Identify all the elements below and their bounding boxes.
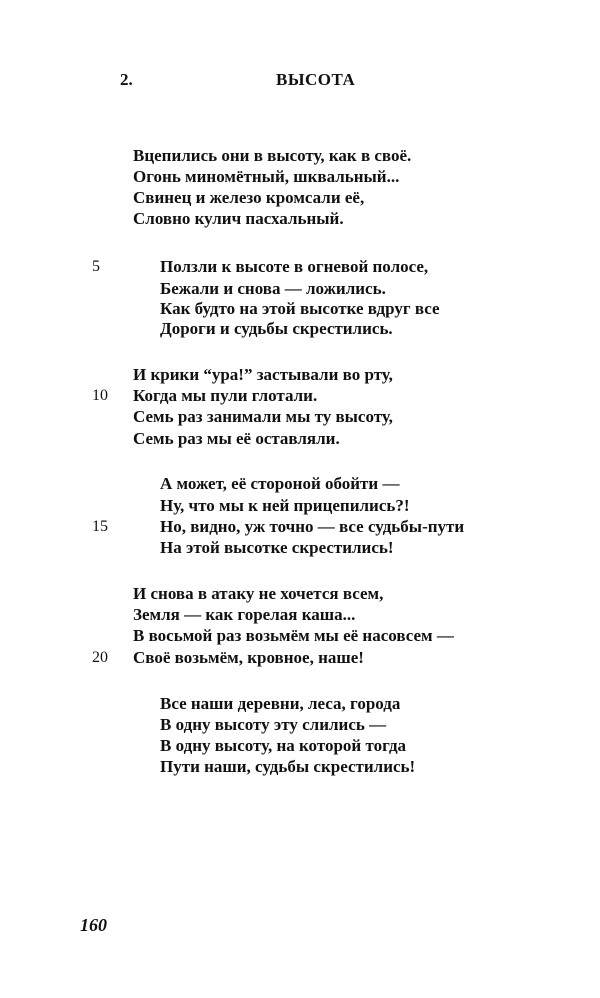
poem-line: В восьмой раз возьмём мы её насовсем — (133, 626, 454, 645)
poem-line: Пути наши, судьбы скрестились! (160, 757, 416, 776)
line-number: 5 (92, 258, 100, 275)
poem-line: Вцепились они в высоту, как в своё. (133, 146, 412, 165)
poem-line: Словно кулич пасхальный. (133, 209, 344, 228)
poem-line: Свинец и железо кромсали её, (133, 188, 365, 207)
poem-line: А может, её стороной обойти — (160, 474, 400, 493)
line-number: 15 (92, 518, 108, 535)
poem-line: В одну высоту эту слились — (160, 715, 387, 734)
poem-line: Семь раз занимали мы ту высоту, (133, 407, 393, 426)
poem-line: Своё возьмём, кровное, наше! (133, 648, 364, 667)
poem-line: Когда мы пули глотали. (133, 386, 318, 405)
poem-line: И снова в атаку не хочется всем, (133, 584, 384, 603)
line-number: 10 (92, 387, 108, 404)
poem-line: В одну высоту, на которой тогда (160, 736, 407, 755)
poem-line: Огонь миномётный, шквальный... (133, 167, 400, 186)
poem-line: Земля — как горелая каша... (133, 605, 356, 624)
poem-line: Но, видно, уж точно — все судьбы-пути (160, 517, 465, 536)
page-number: 160 (80, 915, 107, 935)
section-number: 2. (120, 70, 133, 89)
line-number: 20 (92, 649, 108, 666)
poem-line: Семь раз мы её оставляли. (133, 429, 340, 448)
poem-line: Как будто на этой высотке вдруг все (160, 299, 440, 318)
poem-line: Ползли к высоте в огневой полосе, (160, 257, 429, 276)
poem-line: Бежали и снова — ложились. (160, 279, 386, 298)
page-title: ВЫСОТА (276, 70, 356, 89)
poem-line: Дороги и судьбы скрестились. (160, 319, 393, 338)
poem-line: На этой высотке скрестились! (160, 538, 394, 557)
poem-line: Все наши деревни, леса, города (160, 694, 401, 713)
poem-line: Ну, что мы к ней прицепились?! (160, 496, 410, 515)
poem-line: И крики “ура!” застывали во рту, (133, 365, 393, 384)
